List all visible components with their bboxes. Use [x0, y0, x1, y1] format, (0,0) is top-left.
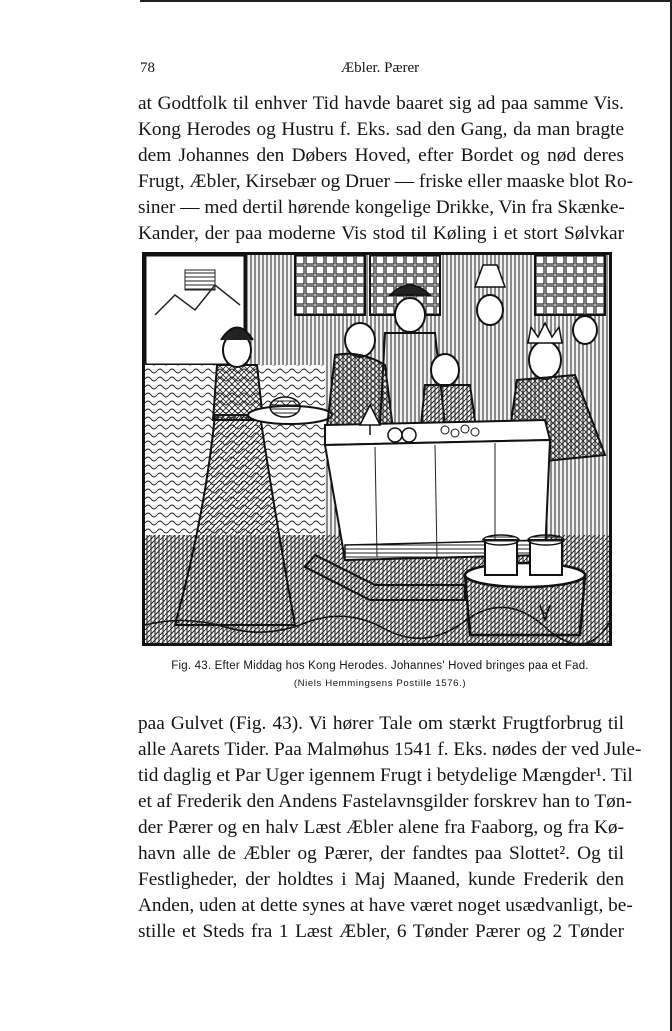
text-line: havn alle de Æbler og Pærer, der fandtes paa Slottet². Og til — [138, 843, 624, 864]
text-line: Festligheder, der holdtes i Maj Maaned, kunde Frederik den — [138, 869, 624, 890]
running-head: Æbler. Pærer — [340, 60, 420, 76]
page-top-border — [140, 0, 672, 2]
text-line: siner — med dertil hørende kongelige Drikke, Vin fra Skænke- — [138, 197, 625, 218]
king-head — [529, 341, 561, 379]
paragraph-top — [138, 91, 634, 247]
text-line: tid daglig et Par Uger igennem Frugt i betydelige Mængder¹. Til — [138, 765, 633, 786]
text-line: der Pærer og en halv Læst Æbler alene fra Faaborg, og fra Kø- — [138, 817, 624, 838]
severed-head — [270, 397, 300, 417]
text-line: at Godtfolk til enhver Tid havde baaret sig ad paa samme Vis. — [138, 93, 624, 114]
page-number: 78 — [140, 60, 155, 76]
leaded-window — [535, 255, 605, 315]
leaded-window — [295, 255, 365, 315]
page-header — [140, 60, 620, 80]
text-line: Kander, der paa moderne Vis stod til Køling i et stort Sølvkar — [138, 223, 624, 244]
text-line: Frugt, Æbler, Kirsebær og Druer — friske eller maaske blot Ro- — [138, 171, 634, 192]
text-line: Anden, uden at dette synes at have været noget usædvanligt, be- — [138, 895, 633, 916]
text-line: dem Johannes den Døbers Hoved, efter Bordet og nød deres — [138, 145, 624, 166]
figure-caption: Fig. 43. Efter Middag hos Kong Herodes. Johannes' Hoved bringes paa et Fad. — [171, 660, 589, 672]
text-line: paa Gulvet (Fig. 43). Vi hører Tale om stærkt Frugtforbrug til — [138, 713, 624, 734]
text-line: stille et Steds fra 1 Læst Æbler, 6 Tønder Pærer og 2 Tønder — [138, 921, 624, 942]
text-line: alle Aarets Tider. Paa Malmøhus 1541 f. Eks. nødes der ved Jule- — [138, 739, 642, 760]
text-line: Kong Herodes og Hustru f. Eks. sad den Gang, da man bragte — [138, 119, 624, 140]
woodcut-illustration — [142, 252, 612, 646]
figure-source: (Niels Hemmingsens Postille 1576.) — [293, 678, 467, 689]
paragraph-bottom — [138, 711, 642, 945]
text-line: et af Frederik den Andens Fastelavnsgilder forskrev han to Tøn- — [138, 791, 632, 812]
bread-roll — [388, 428, 402, 442]
bread-roll — [402, 428, 416, 442]
